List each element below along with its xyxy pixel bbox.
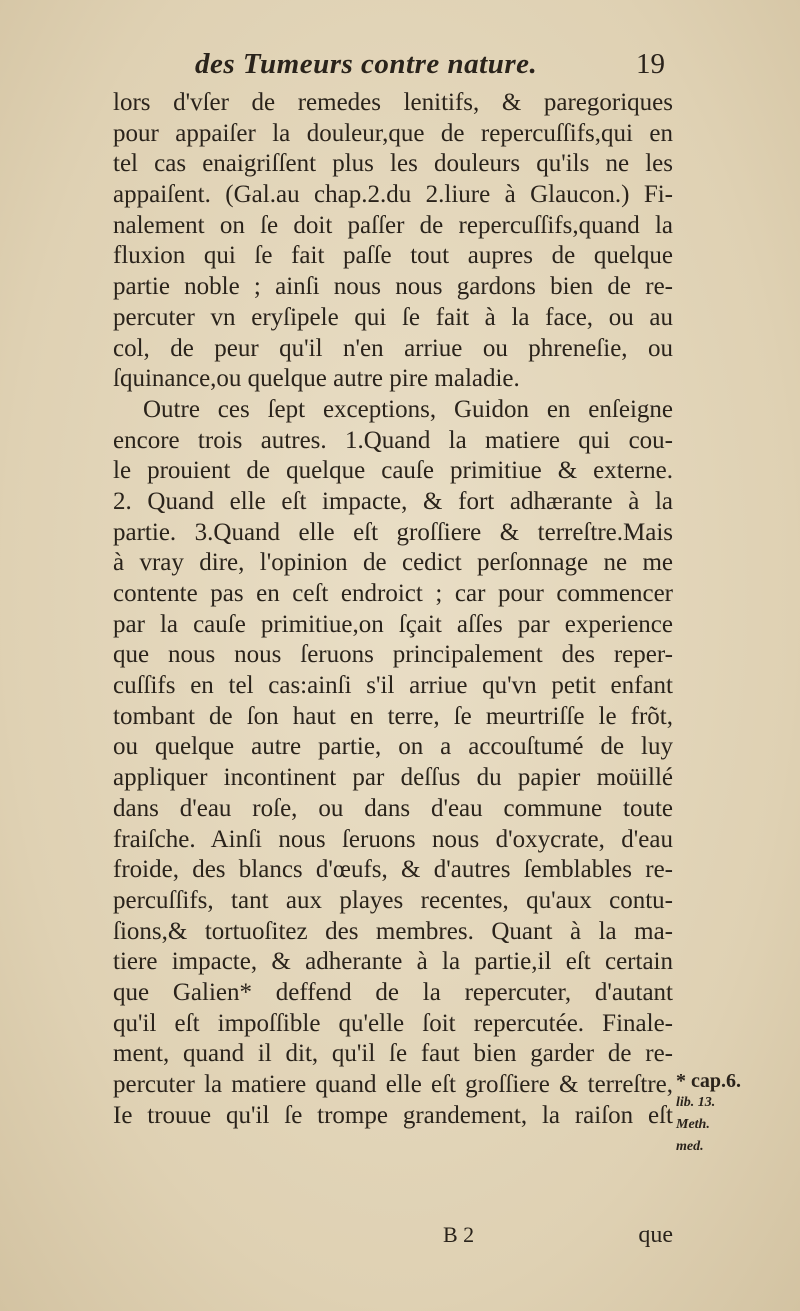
- text-line: percuter la matiere quand elle eſt groſſiere & terreſtre,: [113, 1071, 673, 1098]
- text-line: qu'il eſt impoſſible qu'elle ſoit repercutée. Finale-: [113, 1009, 673, 1037]
- text-line: dans d'eau roſe, ou dans d'eau commune toute: [113, 794, 673, 822]
- text-line: Outre ces ſept exceptions, Guidon en enſeigne: [143, 395, 673, 423]
- text-line: pour appaiſer la douleur,que de repercuſſifs,qui en: [113, 119, 673, 147]
- text-line: fraiſche. Ainſi nous ſeruons nous d'oxycrate, d'eau: [113, 825, 673, 853]
- margin-notes: [676, 1070, 794, 1158]
- text-line: nalement on ſe doit paſſer de repercuſſifs,quand la: [113, 211, 673, 239]
- body-text: [113, 88, 673, 1131]
- running-title: des Tumeurs contre nature.: [195, 48, 538, 80]
- margin-note: lib. 13.: [676, 1095, 716, 1110]
- text-line: que Galien* deffend de la repercuter, d'autant: [113, 978, 673, 1006]
- margin-note: med.: [676, 1139, 704, 1154]
- text-line: appaiſent. (Gal.au chap.2.du 2.liure à Glaucon.) Fi-: [113, 181, 673, 209]
- text-line: tel cas enaigriſſent plus les douleurs qu'ils ne les: [113, 150, 673, 178]
- margin-note: * cap.6.: [676, 1070, 741, 1092]
- text-line: froide, des blancs d'œufs, & d'autres ſemblables re-: [113, 856, 673, 884]
- text-line: appliquer incontinent par deſſus du papier moüillé: [113, 764, 673, 792]
- text-line: col, de peur qu'il n'en arriue ou phreneſie, ou: [113, 334, 673, 362]
- text-line: à vray dire, l'opinion de cedict perſonnage ne me: [113, 549, 673, 577]
- text-line: contente pas en ceſt endroict ; car pour commencer: [113, 580, 673, 607]
- signature-mark: B 2: [443, 1222, 475, 1247]
- text-line: que nous nous ſeruons principalement des reper-: [113, 641, 673, 669]
- page-header: [195, 48, 665, 88]
- text-line: Ie trouue qu'il ſe trompe grandement, la raiſon eſt: [113, 1101, 673, 1129]
- text-line: par la cauſe primitiue,on ſçait aſſes par experience: [113, 610, 673, 638]
- page-number: 19: [636, 48, 665, 80]
- text-line: ou quelque autre partie, on a accouſtumé de luy: [113, 733, 673, 761]
- text-line: percuſſifs, tant aux playes recentes, qu'aux contu-: [113, 886, 673, 914]
- text-line: le prouient de quelque cauſe primitiue & externe.: [113, 457, 673, 485]
- text-line: lors d'vſer de remedes lenitifs, & paregoriques: [113, 89, 673, 116]
- text-line: 2. Quand elle eſt impacte, & fort adhærante à la: [113, 487, 673, 515]
- text-line: fluxion qui ſe fait paſſe tout aupres de quelque: [113, 242, 673, 270]
- text-line: ſquinance,ou quelque autre pire maladie.: [113, 365, 520, 393]
- text-line: tombant de ſon haut en terre, ſe meurtriſſe le frõt,: [113, 702, 673, 730]
- page-footer: [113, 1222, 673, 1254]
- text-line: partie. 3.Quand elle eſt groſſiere & terreſtre.Mais: [113, 518, 673, 546]
- text-line: tiere impacte, & adherante à la partie,il eſt certain: [113, 948, 673, 976]
- margin-note: Meth.: [676, 1117, 710, 1132]
- text-line: ſions,& tortuoſitez des membres. Quant à la ma-: [113, 917, 673, 945]
- catchword: que: [638, 1222, 673, 1248]
- text-line: cuſſifs en tel cas:ainſi s'il arriue qu'vn petit enfant: [113, 672, 673, 700]
- text-line: percuter vn eryſipele qui ſe fait à la face, ou au: [113, 303, 673, 331]
- text-line: partie noble ; ainſi nous nous gardons bien de re-: [113, 273, 673, 301]
- text-line: ment, quand il dit, qu'il ſe faut bien garder de re-: [113, 1040, 673, 1068]
- text-line: encore trois autres. 1.Quand la matiere qui cou-: [113, 426, 673, 454]
